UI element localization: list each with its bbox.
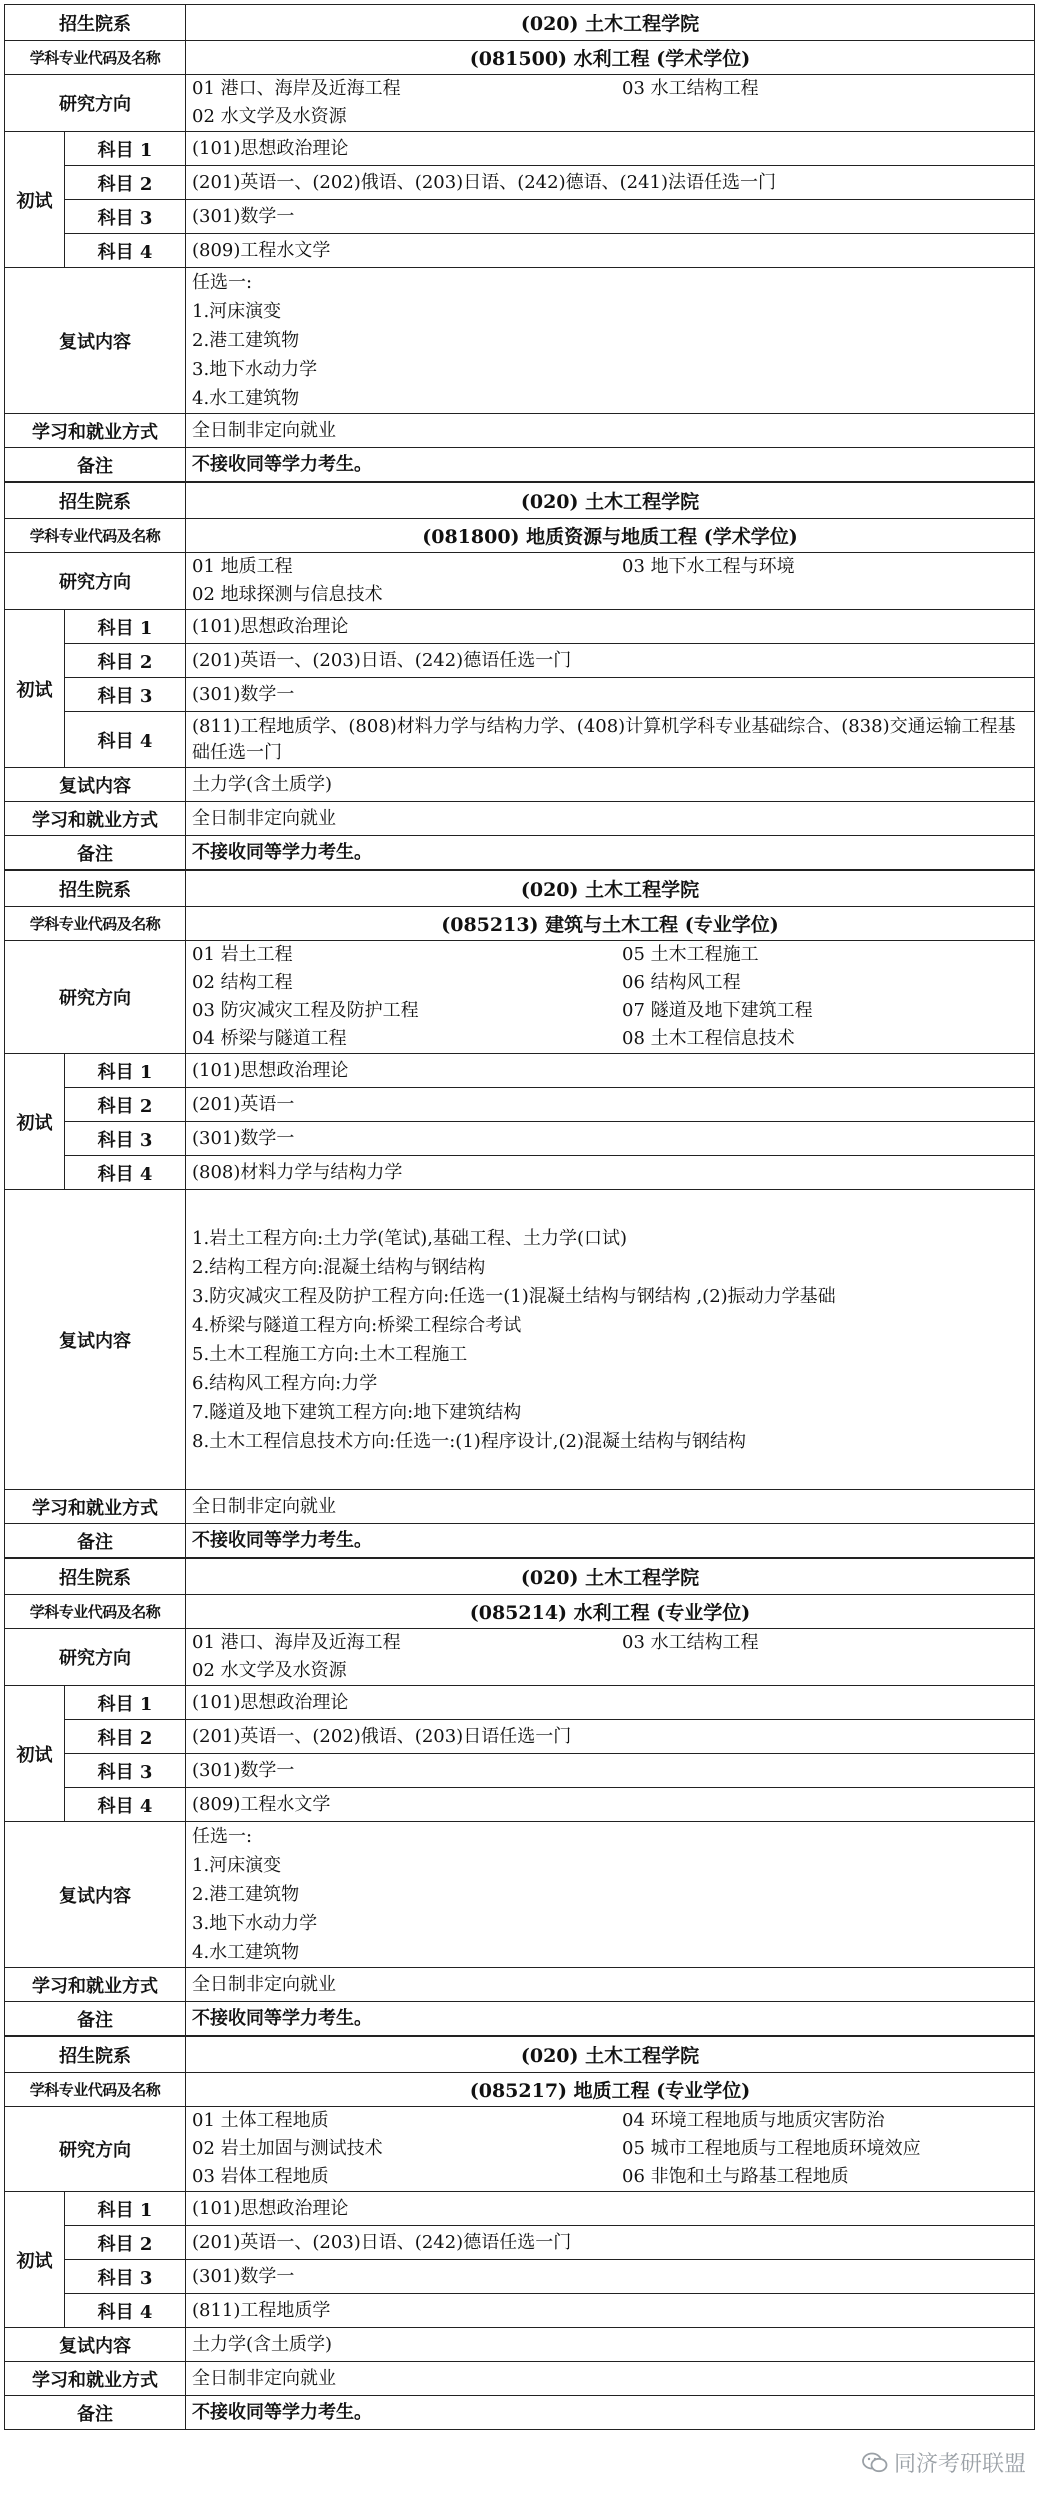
directions-list xyxy=(192,1629,1028,1685)
program-block xyxy=(4,2036,1035,2430)
note-label: 备注 xyxy=(5,2002,186,2036)
major-label: 学科专业代码及名称 xyxy=(5,41,186,75)
retest-line: 5.土木工程施工方向:土木工程施工 xyxy=(192,1343,468,1365)
exam-label: 初试 xyxy=(5,610,65,768)
retest-line: 2.港工建筑物 xyxy=(192,330,300,351)
study-mode-label: 学习和就业方式 xyxy=(5,414,186,448)
retest-line: 4.水工建筑物 xyxy=(192,388,300,409)
direction-item: 05 土木工程施工 xyxy=(622,944,759,965)
subject-label: 科目 4 xyxy=(65,1156,186,1190)
subject-label: 科目 2 xyxy=(65,644,186,678)
direction-item: 03 地下水工程与环境 xyxy=(622,556,795,577)
note-value: 不接收同等学力考生。 xyxy=(186,836,1035,870)
subject-value: (201)英语一、(203)日语、(242)德语任选一门 xyxy=(186,644,1035,678)
direction-item: 05 城市工程地质与工程地质环境效应 xyxy=(622,2138,921,2159)
subject-label: 科目 4 xyxy=(65,234,186,268)
retest-line: 3.地下水动力学 xyxy=(192,1913,318,1934)
direction-item: 01 港口、海岸及近海工程 xyxy=(192,1632,401,1653)
watermark-text: 同济考研联盟 xyxy=(893,2452,1026,2477)
directions-cell xyxy=(186,941,1035,1054)
note-label: 备注 xyxy=(5,448,186,482)
direction-item: 03 水工结构工程 xyxy=(622,78,759,99)
study-mode-value: 全日制非定向就业 xyxy=(186,802,1035,836)
note-value: 不接收同等学力考生。 xyxy=(186,2002,1035,2036)
direction-item: 06 结构风工程 xyxy=(622,972,741,993)
direction-item: 03 岩体工程地质 xyxy=(192,2166,329,2187)
subject-value: (201)英语一、(203)日语、(242)德语任选一门 xyxy=(186,2226,1035,2260)
college-name: (020) 土木工程学院 xyxy=(186,483,1035,519)
subject-label: 科目 1 xyxy=(65,1686,186,1720)
directions-cell xyxy=(186,1629,1035,1686)
retest-label: 复试内容 xyxy=(5,768,186,802)
directions-label: 研究方向 xyxy=(5,553,186,610)
subject-label: 科目 4 xyxy=(65,2294,186,2328)
exam-label: 初试 xyxy=(5,1054,65,1190)
retest-line: 8.土木工程信息技术方向:任选一:(1)程序设计,(2)混凝土结构与钢结构 xyxy=(192,1430,747,1452)
college-name: (020) 土木工程学院 xyxy=(186,871,1035,907)
subject-value: (811)工程地质学 xyxy=(186,2294,1035,2328)
retest-content xyxy=(186,1822,1035,1968)
subject-value: (101)思想政治理论 xyxy=(186,2192,1035,2226)
major-label: 学科专业代码及名称 xyxy=(5,1595,186,1629)
retest-line: 土力学(含土质学) xyxy=(192,774,333,795)
major-name: (081800) 地质资源与地质工程 (学术学位) xyxy=(186,519,1035,553)
subject-label: 科目 3 xyxy=(65,678,186,712)
note-label: 备注 xyxy=(5,1524,186,1558)
retest-content xyxy=(186,1190,1035,1490)
subject-value: (201)英语一、(202)俄语、(203)日语任选一门 xyxy=(186,1720,1035,1754)
college-name: (020) 土木工程学院 xyxy=(186,5,1035,41)
college-label: 招生院系 xyxy=(5,1559,186,1595)
major-name: (085214) 水利工程 (专业学位) xyxy=(186,1595,1035,1629)
note-label: 备注 xyxy=(5,836,186,870)
note-label: 备注 xyxy=(5,2396,186,2430)
subject-label: 科目 4 xyxy=(65,712,186,768)
subject-value: (101)思想政治理论 xyxy=(186,132,1035,166)
major-label: 学科专业代码及名称 xyxy=(5,2073,186,2107)
retest-line: 4.水工建筑物 xyxy=(192,1942,300,1963)
subject-value: (301)数学一 xyxy=(186,2260,1035,2294)
subject-value: (809)工程水文学 xyxy=(186,1788,1035,1822)
retest-label: 复试内容 xyxy=(5,268,186,414)
direction-item xyxy=(622,103,1028,131)
directions-label: 研究方向 xyxy=(5,1629,186,1686)
retest-line: 土力学(含土质学) xyxy=(192,2334,333,2355)
study-mode-value: 全日制非定向就业 xyxy=(186,1490,1035,1524)
program-block xyxy=(4,1558,1035,2036)
retest-line: 3.防灾减灾工程及防护工程方向:任选一(1)混凝土结构与钢结构 ,(2)振动力学基础 xyxy=(192,1285,836,1307)
college-label: 招生院系 xyxy=(5,2037,186,2073)
college-label: 招生院系 xyxy=(5,5,186,41)
subject-label: 科目 2 xyxy=(65,166,186,200)
directions-label: 研究方向 xyxy=(5,75,186,132)
subject-value: (808)材料力学与结构力学 xyxy=(186,1156,1035,1190)
retest-line: 2.港工建筑物 xyxy=(192,1884,300,1905)
study-mode-value: 全日制非定向就业 xyxy=(186,414,1035,448)
exam-label: 初试 xyxy=(5,2192,65,2328)
retest-label: 复试内容 xyxy=(5,1822,186,1968)
study-mode-label: 学习和就业方式 xyxy=(5,1490,186,1524)
major-label: 学科专业代码及名称 xyxy=(5,519,186,553)
direction-item: 02 地球探测与信息技术 xyxy=(192,584,383,605)
exam-label: 初试 xyxy=(5,132,65,268)
direction-item: 02 水文学及水资源 xyxy=(192,1660,347,1681)
directions-list xyxy=(192,941,1028,1053)
retest-line: 7.隧道及地下建筑工程方向:地下建筑结构 xyxy=(192,1401,522,1423)
direction-item: 03 防灾减灾工程及防护工程 xyxy=(192,1000,419,1021)
major-name: (081500) 水利工程 (学术学位) xyxy=(186,41,1035,75)
subject-value: (201)英语一、(202)俄语、(203)日语、(242)德语、(241)法语任选一门 xyxy=(186,166,1035,200)
study-mode-label: 学习和就业方式 xyxy=(5,2362,186,2396)
subject-value: (101)思想政治理论 xyxy=(186,1686,1035,1720)
program-block xyxy=(4,4,1035,482)
exam-label: 初试 xyxy=(5,1686,65,1822)
subject-label: 科目 2 xyxy=(65,1720,186,1754)
direction-item: 02 岩土加固与测试技术 xyxy=(192,2138,383,2159)
subject-label: 科目 1 xyxy=(65,610,186,644)
note-value: 不接收同等学力考生。 xyxy=(186,448,1035,482)
subject-label: 科目 2 xyxy=(65,1088,186,1122)
directions-label: 研究方向 xyxy=(5,2107,186,2192)
direction-item: 07 隧道及地下建筑工程 xyxy=(622,1000,813,1021)
direction-item: 02 结构工程 xyxy=(192,972,293,993)
retest-line: 任选一: xyxy=(192,272,253,293)
direction-item: 06 非饱和土与路基工程地质 xyxy=(622,2166,849,2187)
subject-value: (201)英语一 xyxy=(186,1088,1035,1122)
subject-value: (301)数学一 xyxy=(186,1122,1035,1156)
subject-value: (301)数学一 xyxy=(186,678,1035,712)
directions-cell xyxy=(186,553,1035,610)
direction-item: 04 桥梁与隧道工程 xyxy=(192,1028,347,1049)
major-label: 学科专业代码及名称 xyxy=(5,907,186,941)
note-value: 不接收同等学力考生。 xyxy=(186,2396,1035,2430)
subject-label: 科目 3 xyxy=(65,2260,186,2294)
subject-label: 科目 1 xyxy=(65,1054,186,1088)
wechat-logo-icon xyxy=(862,2452,888,2474)
direction-item: 08 土木工程信息技术 xyxy=(622,1028,795,1049)
direction-item xyxy=(622,581,1028,609)
direction-item xyxy=(622,1657,1028,1685)
subject-label: 科目 3 xyxy=(65,1122,186,1156)
college-label: 招生院系 xyxy=(5,871,186,907)
retest-line: 3.地下水动力学 xyxy=(192,359,318,380)
retest-label: 复试内容 xyxy=(5,1190,186,1490)
directions-cell xyxy=(186,75,1035,132)
program-block xyxy=(4,482,1035,870)
subject-label: 科目 4 xyxy=(65,1788,186,1822)
direction-item: 01 港口、海岸及近海工程 xyxy=(192,78,401,99)
retest-line: 2.结构工程方向:混凝土结构与钢结构 xyxy=(192,1256,486,1278)
direction-item: 01 土体工程地质 xyxy=(192,2110,329,2131)
retest-line: 6.结构风工程方向:力学 xyxy=(192,1372,378,1394)
directions-list xyxy=(192,75,1028,131)
directions-cell xyxy=(186,2107,1035,2192)
retest-line: 1.河床演变 xyxy=(192,1855,282,1876)
direction-item: 02 水文学及水资源 xyxy=(192,106,347,127)
subject-label: 科目 2 xyxy=(65,2226,186,2260)
retest-line: 4.桥梁与隧道工程方向:桥梁工程综合考试 xyxy=(192,1314,522,1336)
subject-label: 科目 3 xyxy=(65,200,186,234)
admissions-document xyxy=(4,4,1034,2430)
subject-label: 科目 3 xyxy=(65,1754,186,1788)
study-mode-value: 全日制非定向就业 xyxy=(186,2362,1035,2396)
subject-value: (301)数学一 xyxy=(186,1754,1035,1788)
directions-list xyxy=(192,2107,1028,2191)
subject-value: (301)数学一 xyxy=(186,200,1035,234)
major-name: (085217) 地质工程 (专业学位) xyxy=(186,2073,1035,2107)
college-name: (020) 土木工程学院 xyxy=(186,1559,1035,1595)
program-block xyxy=(4,870,1035,1558)
study-mode-label: 学习和就业方式 xyxy=(5,802,186,836)
subject-value: (809)工程水文学 xyxy=(186,234,1035,268)
subject-value: (101)思想政治理论 xyxy=(186,1054,1035,1088)
direction-item: 04 环境工程地质与地质灾害防治 xyxy=(622,2110,885,2131)
direction-item: 03 水工结构工程 xyxy=(622,1632,759,1653)
study-mode-value: 全日制非定向就业 xyxy=(186,1968,1035,2002)
directions-list xyxy=(192,553,1028,609)
subject-value: (101)思想政治理论 xyxy=(186,610,1035,644)
study-mode-label: 学习和就业方式 xyxy=(5,1968,186,2002)
direction-item: 01 地质工程 xyxy=(192,556,293,577)
retest-content xyxy=(186,2328,1035,2362)
retest-label: 复试内容 xyxy=(5,2328,186,2362)
watermark xyxy=(862,2447,1026,2478)
retest-line: 1.岩土工程方向:土力学(笔试),基础工程、土力学(口试) xyxy=(192,1227,628,1249)
note-value: 不接收同等学力考生。 xyxy=(186,1524,1035,1558)
directions-label: 研究方向 xyxy=(5,941,186,1054)
subject-label: 科目 1 xyxy=(65,2192,186,2226)
subject-label: 科目 1 xyxy=(65,132,186,166)
college-name: (020) 土木工程学院 xyxy=(186,2037,1035,2073)
college-label: 招生院系 xyxy=(5,483,186,519)
major-name: (085213) 建筑与土木工程 (专业学位) xyxy=(186,907,1035,941)
retest-content xyxy=(186,268,1035,414)
retest-line: 任选一: xyxy=(192,1826,253,1847)
retest-content xyxy=(186,768,1035,802)
subject-value: (811)工程地质学、(808)材料力学与结构力学、(408)计算机学科专业基础综合、(838)交通运输工程基础任选一门 xyxy=(186,712,1035,768)
direction-item: 01 岩土工程 xyxy=(192,944,293,965)
retest-line: 1.河床演变 xyxy=(192,301,282,322)
